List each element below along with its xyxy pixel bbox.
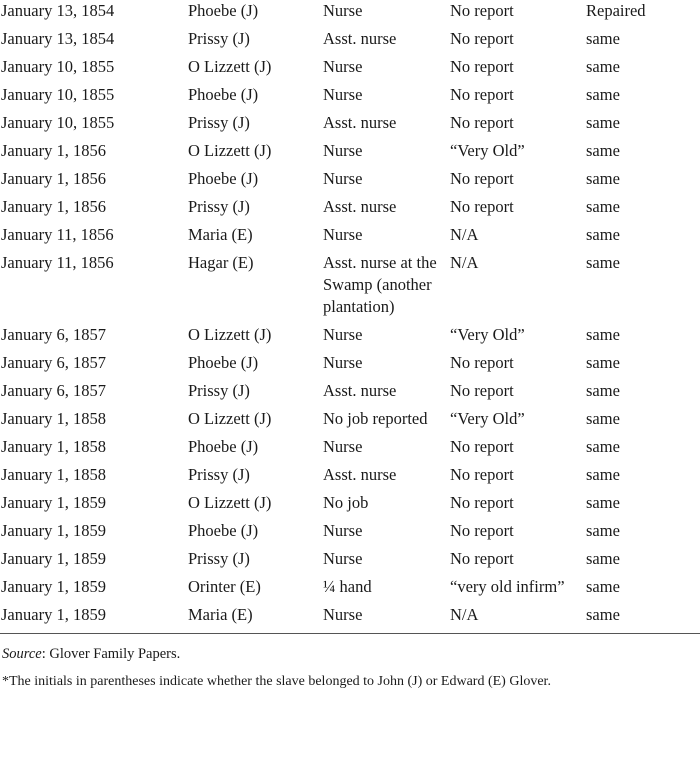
date-cell: January 1, 1859 [1,577,106,596]
date-cell: January 10, 1855 [1,113,115,132]
age-cell: N/A [450,605,479,624]
job-cell: No job reported [323,409,428,428]
age-cell: No report [450,1,514,20]
age-cell: “Very Old” [450,141,525,160]
age-cell: “Very Old” [450,409,525,428]
age-cell: No report [450,465,514,484]
age-cell: No report [450,169,514,188]
age-cell: No report [450,57,514,76]
name-cell: Prissy (J) [188,29,250,48]
status-cell: same [586,197,620,216]
name-cell: Phoebe (J) [188,1,259,20]
source-text: : Glover Family Papers. [41,646,181,662]
date-cell: January 1, 1856 [1,141,106,160]
age-cell: No report [450,381,514,400]
status-cell: same [586,169,620,188]
source-note [2,644,700,664]
status-cell: same [586,549,620,568]
name-cell: Prissy (J) [188,549,250,568]
age-cell: N/A [450,253,479,272]
table-row [0,28,700,56]
name-cell: O Lizzett (J) [188,493,272,512]
status-cell: same [586,577,620,596]
status-cell: same [586,29,620,48]
job-cell: Nurse [323,1,363,20]
table-row [0,380,700,408]
job-cell: Asst. nurse [323,197,397,216]
name-cell: Phoebe (J) [188,353,259,372]
status-cell: same [586,57,620,76]
age-cell: No report [450,197,514,216]
job-cell: Nurse [323,549,363,568]
table-notes [0,634,700,692]
job-cell: Asst. nurse [323,113,397,132]
status-cell: same [586,113,620,132]
date-cell: January 1, 1859 [1,493,106,512]
job-cell: Asst. nurse [323,465,397,484]
date-cell: January 13, 1854 [1,1,115,20]
table-row [0,324,700,352]
date-cell: January 6, 1857 [1,325,106,344]
job-cell: Asst. nurse [323,381,397,400]
name-cell: Maria (E) [188,605,253,624]
date-cell: January 1, 1856 [1,197,106,216]
job-cell: Nurse [323,85,363,104]
name-cell: Prissy (J) [188,381,250,400]
job-cell: Asst. nurse [323,29,397,48]
table-row [0,56,700,84]
job-cell: Nurse [323,605,363,624]
age-cell: “very old infirm” [450,577,565,596]
date-cell: January 6, 1857 [1,353,106,372]
age-cell: No report [450,29,514,48]
status-cell: same [586,381,620,400]
age-cell: No report [450,113,514,132]
job-cell: Nurse [323,437,363,456]
status-cell: same [586,85,620,104]
table-row [0,196,700,224]
date-cell: January 13, 1854 [1,29,115,48]
name-cell: O Lizzett (J) [188,57,272,76]
name-cell: Phoebe (J) [188,521,259,540]
status-cell: same [586,493,620,512]
age-cell: No report [450,521,514,540]
table-row [0,224,700,252]
status-cell: same [586,253,620,272]
status-cell: same [586,465,620,484]
date-cell: January 1, 1858 [1,465,106,484]
job-cell: Asst. nurse at the Swamp (another plantation) [323,253,437,316]
name-cell: Hagar (E) [188,253,254,272]
age-cell: No report [450,85,514,104]
status-cell: Repaired [586,1,646,20]
age-cell: No report [450,353,514,372]
source-label: Source [2,646,42,662]
status-cell: same [586,353,620,372]
job-cell: Nurse [323,325,363,344]
table-row [0,604,700,633]
age-cell: No report [450,437,514,456]
status-cell: same [586,521,620,540]
status-cell: same [586,437,620,456]
table-row [0,464,700,492]
table-row [0,492,700,520]
name-cell: Prissy (J) [188,465,250,484]
table-row [0,84,700,112]
date-cell: January 1, 1859 [1,605,106,624]
table-row [0,548,700,576]
status-cell: same [586,225,620,244]
name-cell: Orinter (E) [188,577,261,596]
date-cell: January 10, 1855 [1,57,115,76]
table-row [0,520,700,548]
date-cell: January 11, 1856 [1,225,114,244]
name-cell: O Lizzett (J) [188,409,272,428]
job-cell: Nurse [323,521,363,540]
date-cell: January 10, 1855 [1,85,115,104]
name-cell: O Lizzett (J) [188,141,272,160]
table-row [0,140,700,168]
date-cell: January 6, 1857 [1,381,106,400]
job-cell: Nurse [323,169,363,188]
age-cell: N/A [450,225,479,244]
date-cell: January 1, 1859 [1,549,106,568]
date-cell: January 1, 1859 [1,521,106,540]
table-row [0,0,700,28]
job-cell: Nurse [323,353,363,372]
date-cell: January 1, 1858 [1,409,106,428]
date-cell: January 1, 1858 [1,437,106,456]
job-cell: Nurse [323,57,363,76]
job-cell: ¼ hand [323,577,372,596]
table-row [0,168,700,196]
table-row [0,576,700,604]
table-row [0,252,700,324]
status-cell: same [586,141,620,160]
name-cell: Phoebe (J) [188,85,259,104]
table-row [0,408,700,436]
date-cell: January 11, 1856 [1,253,114,272]
table-row [0,436,700,464]
footnote: *The initials in parentheses indicate whether the slave belonged to John (J) or Edward (E) Glover. [2,674,551,689]
table-row [0,112,700,140]
name-cell: Maria (E) [188,225,253,244]
job-cell: Nurse [323,225,363,244]
status-cell: same [586,605,620,624]
age-cell: No report [450,493,514,512]
status-cell: same [586,409,620,428]
name-cell: O Lizzett (J) [188,325,272,344]
name-cell: Phoebe (J) [188,437,259,456]
name-cell: Prissy (J) [188,113,250,132]
name-cell: Phoebe (J) [188,169,259,188]
table-row [0,352,700,380]
age-cell: No report [450,549,514,568]
age-cell: “Very Old” [450,325,525,344]
job-cell: No job [323,493,369,512]
name-cell: Prissy (J) [188,197,250,216]
job-cell: Nurse [323,141,363,160]
date-cell: January 1, 1856 [1,169,106,188]
status-cell: same [586,325,620,344]
